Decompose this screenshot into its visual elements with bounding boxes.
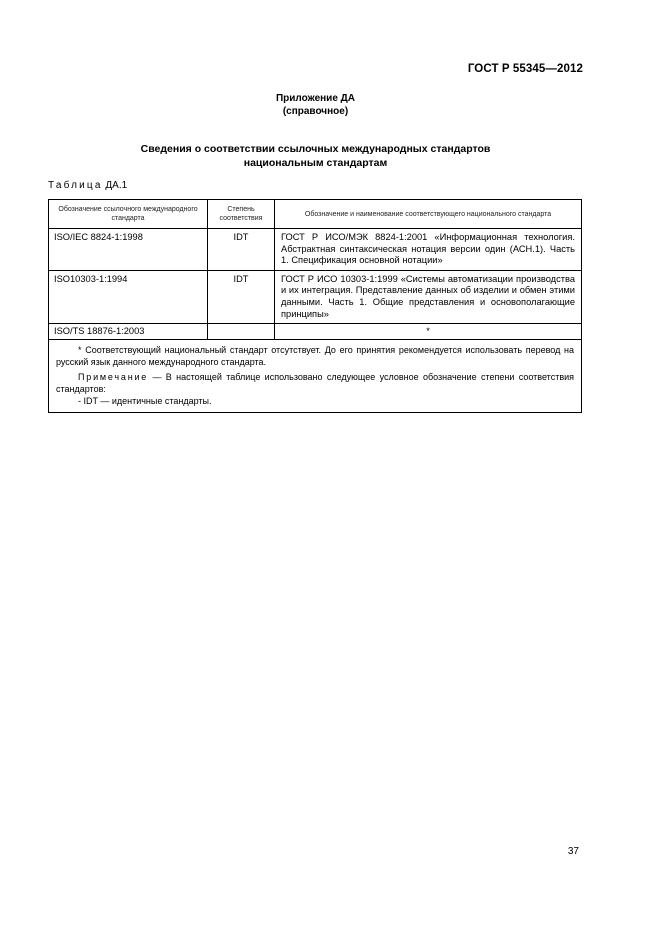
table-row xyxy=(49,270,582,323)
cell-degree xyxy=(208,324,275,340)
table-caption-number: ДА.1 xyxy=(105,180,128,191)
cell-national: * xyxy=(275,324,582,340)
annex-subtitle: (справочное) xyxy=(282,106,349,117)
cell-national: ГОСТ Р ИСО 10303-1:1999 «Системы автоматизации производства и их интеграция. Представление данных об изделии и обмен этими данными. Часть 1. Общие представления и основополагающие принципы» xyxy=(275,270,582,323)
table-row xyxy=(49,229,582,271)
cell-standard: ISO/IEC 8824-1:1998 xyxy=(49,229,208,271)
header-degree: Степень соответствия xyxy=(208,200,275,229)
cell-degree: IDT xyxy=(208,270,275,323)
table-notes-row xyxy=(49,340,582,413)
table-caption xyxy=(48,180,127,191)
correspondence-table xyxy=(48,199,582,413)
page-number: 37 xyxy=(567,846,579,857)
table-caption-word: Таблица xyxy=(48,180,103,191)
note-text: — В настоящей таблице использовано следующее условное обозначение степени соответствия стандартов: xyxy=(56,372,574,394)
section-title-line2: национальным стандартам xyxy=(243,157,388,169)
note xyxy=(56,372,574,395)
table-row xyxy=(49,324,582,340)
note-label: Примечание xyxy=(78,372,149,383)
footnote: * Соответствующий национальный стандарт отсутствует. До его принятия рекомендуется использовать перевод на русский язык данного международного стандарта. xyxy=(56,345,574,367)
cell-standard: ISO10303-1:1994 xyxy=(49,270,208,323)
section-title-line1: Сведения о соответствии ссылочных международных стандартов xyxy=(140,143,491,155)
cell-national: ГОСТ Р ИСО/МЭК 8824-1:2001 «Информационная технология. Абстрактная синтаксическая нотация версии один (АСН.1). Часть 1. Спецификация основной нотации» xyxy=(275,229,582,271)
note-item: - IDT — идентичные стандарты. xyxy=(78,395,212,406)
table-notes xyxy=(49,340,582,413)
document-number: ГОСТ Р 55345—2012 xyxy=(467,63,583,75)
table-header-row xyxy=(49,200,582,229)
cell-standard: ISO/TS 18876-1:2003 xyxy=(49,324,208,340)
cell-degree: IDT xyxy=(208,229,275,271)
header-international-standard: Обозначение ссылочного международного стандарта xyxy=(49,200,208,229)
annex-heading xyxy=(0,92,661,118)
section-title xyxy=(0,142,661,170)
header-national-standard: Обозначение и наименование соответствующего национального стандарта xyxy=(275,200,582,229)
annex-title: Приложение ДА xyxy=(275,93,356,104)
